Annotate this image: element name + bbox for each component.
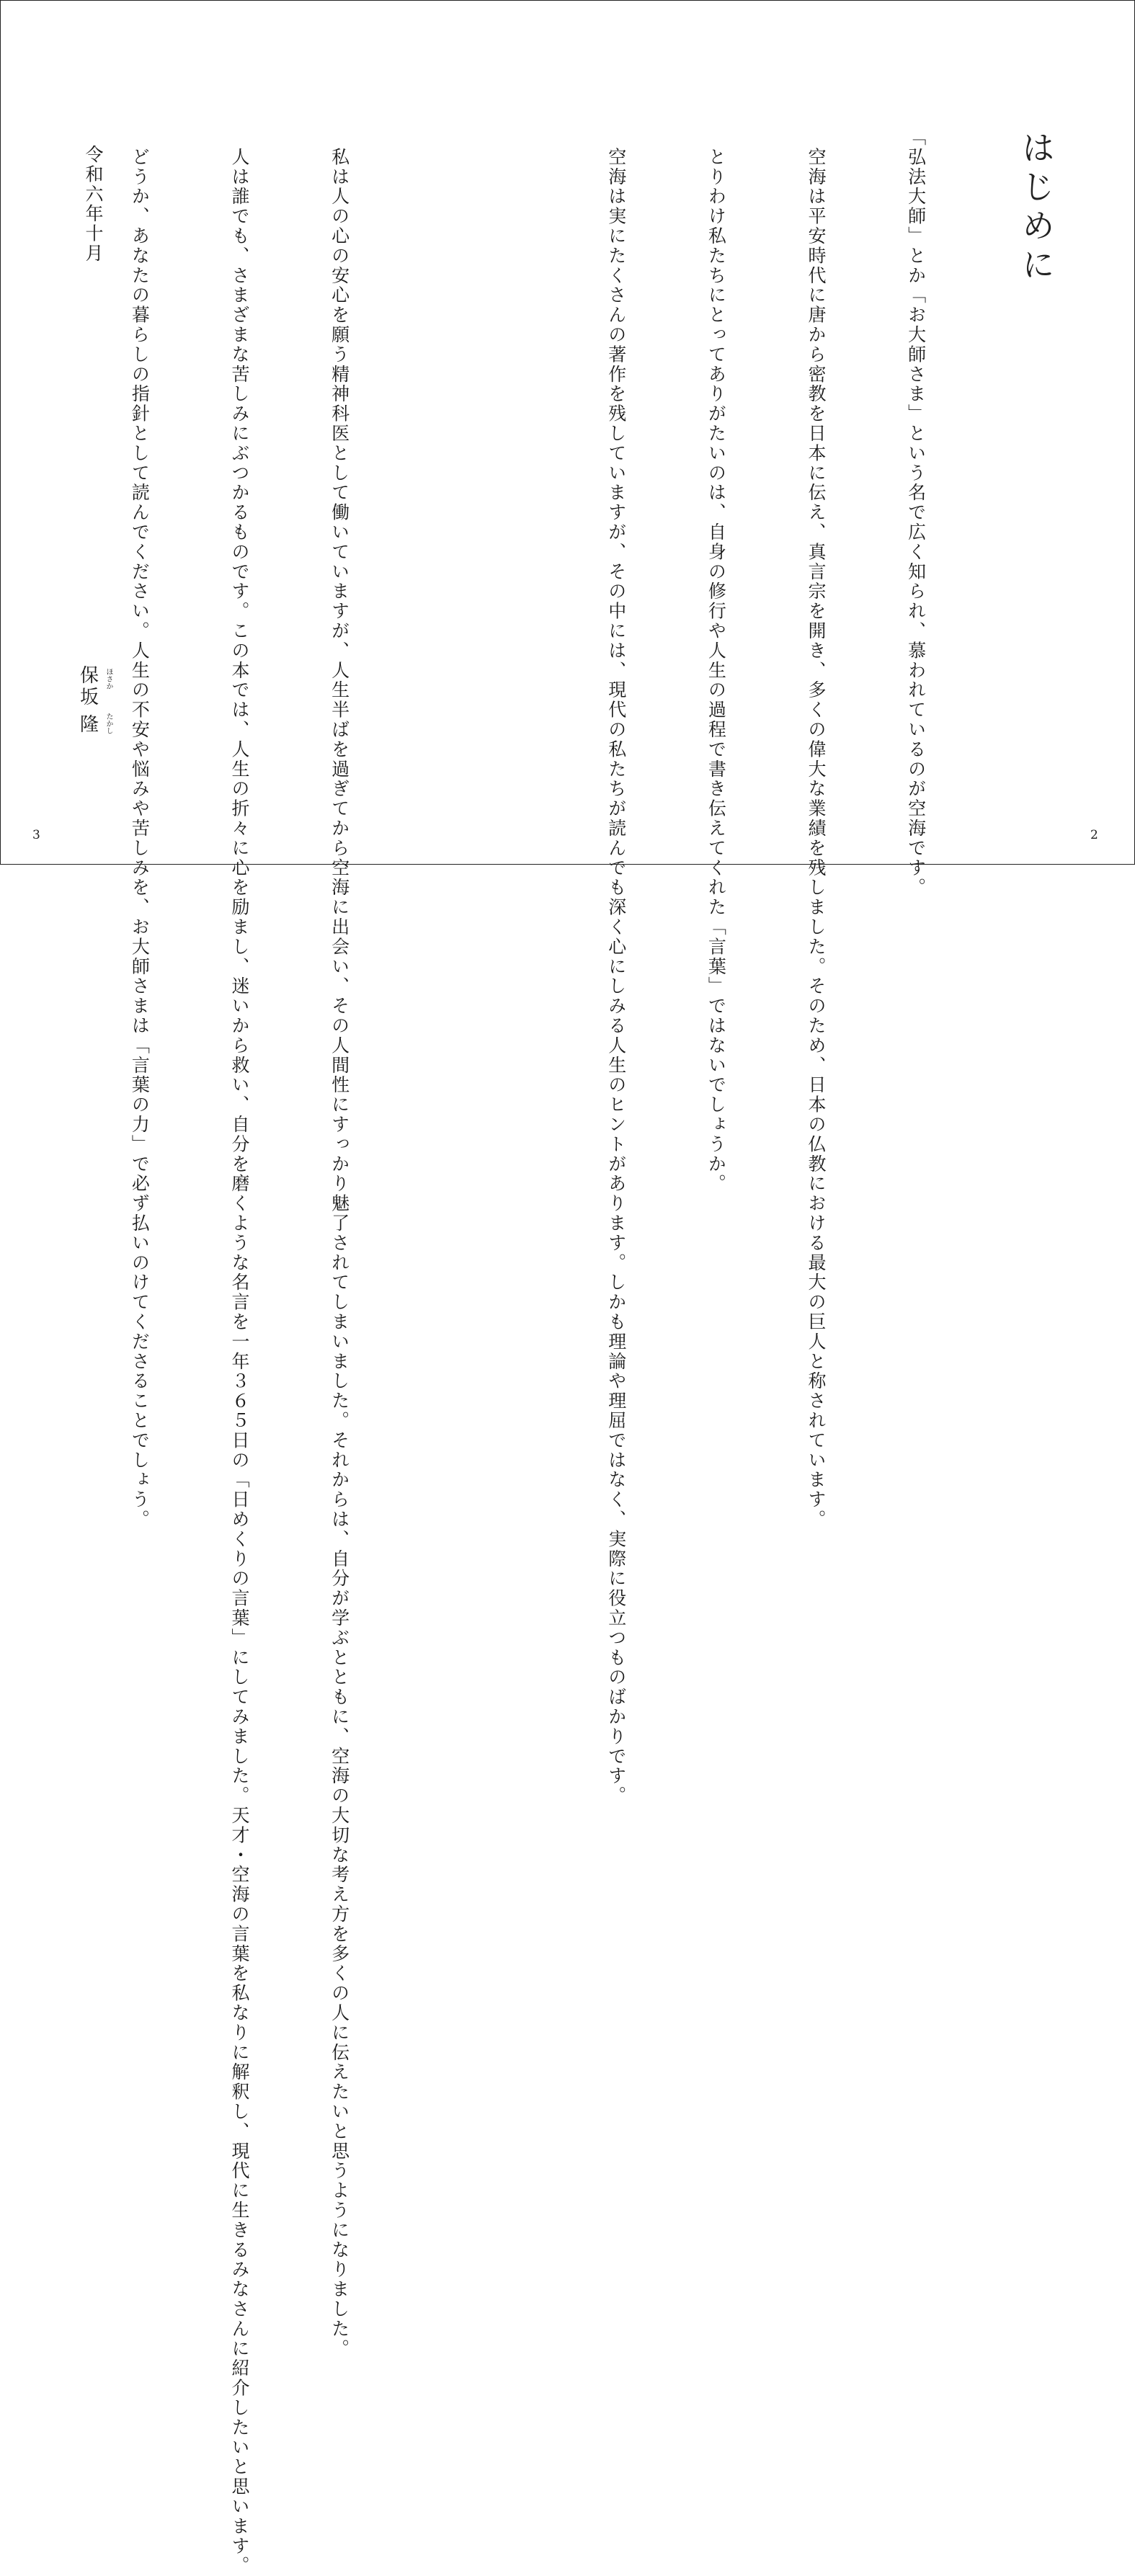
paragraph: とりわけ私たちにとってありがたいのは、自身の修行や人生の過程で書き伝えてくれた「言葉」ではないでしょうか。: [706, 128, 727, 1194]
given-name-ruby: たかし: [104, 713, 112, 734]
paragraph: 空海は平安時代に唐から密教を日本に伝え、真言宗を開き、多くの偉大な業績を残しました。そのため、日本の仏教における最大の巨人と称されています。: [805, 128, 827, 1530]
author-kanji-1: 保: [79, 665, 99, 687]
paragraph: 空海は実にたくさんの著作を残していますが、その中には、現代の私たちが読んでも深く心にしみる人生のヒントがあります。しかも理論や理屈ではなく、実際に役立つものばかりです。: [605, 128, 627, 1806]
signature-date: 令和六年十月: [83, 145, 104, 264]
author-given-name: 隆: [79, 714, 99, 736]
paragraph: 「弘法大師」とか「お大師さま」という名で広く知られ、慕われているのが空海です。: [905, 128, 927, 898]
paragraph: 私は人の心の安心を願う精神科医として働いていますが、人生半ばを過ぎてから空海に出会い、その人間性にすっかり魅了されてしまいました。それからは、自分が学ぶとともに、空海の大切な考え方を多くの人に伝えたいと思うようになりました。: [329, 128, 350, 2359]
author-kanji-2: 坂: [79, 687, 99, 708]
right-page-body: [605, 128, 999, 1806]
page-number-left: 3: [32, 828, 40, 842]
chapter-heading: はじめに: [1017, 130, 1056, 286]
author-name: [79, 665, 120, 744]
paragraph: 人は誰でも、さまざまな苦しみにぶつかるものです。この本では、人生の折々に心を励まし、迷いから救い、自分を磨くような名言を一年３６５日の「日めくりの言葉」にしてみました。天才・空海の言葉を私なりに解釈し、現代に生きるみなさんに紹介したいと思います。: [228, 128, 250, 2576]
page-number-right: 2: [1090, 828, 1098, 842]
paragraph: どうか、あなたの暮らしの指針として読んでください。人生の不安や悩みや苦しみを、お大師さまは「言葉の力」で必ず払いのけてくださることでしょう。: [129, 128, 151, 1530]
surname-ruby: ほさか: [104, 668, 112, 690]
left-page-body: [109, 128, 422, 2576]
